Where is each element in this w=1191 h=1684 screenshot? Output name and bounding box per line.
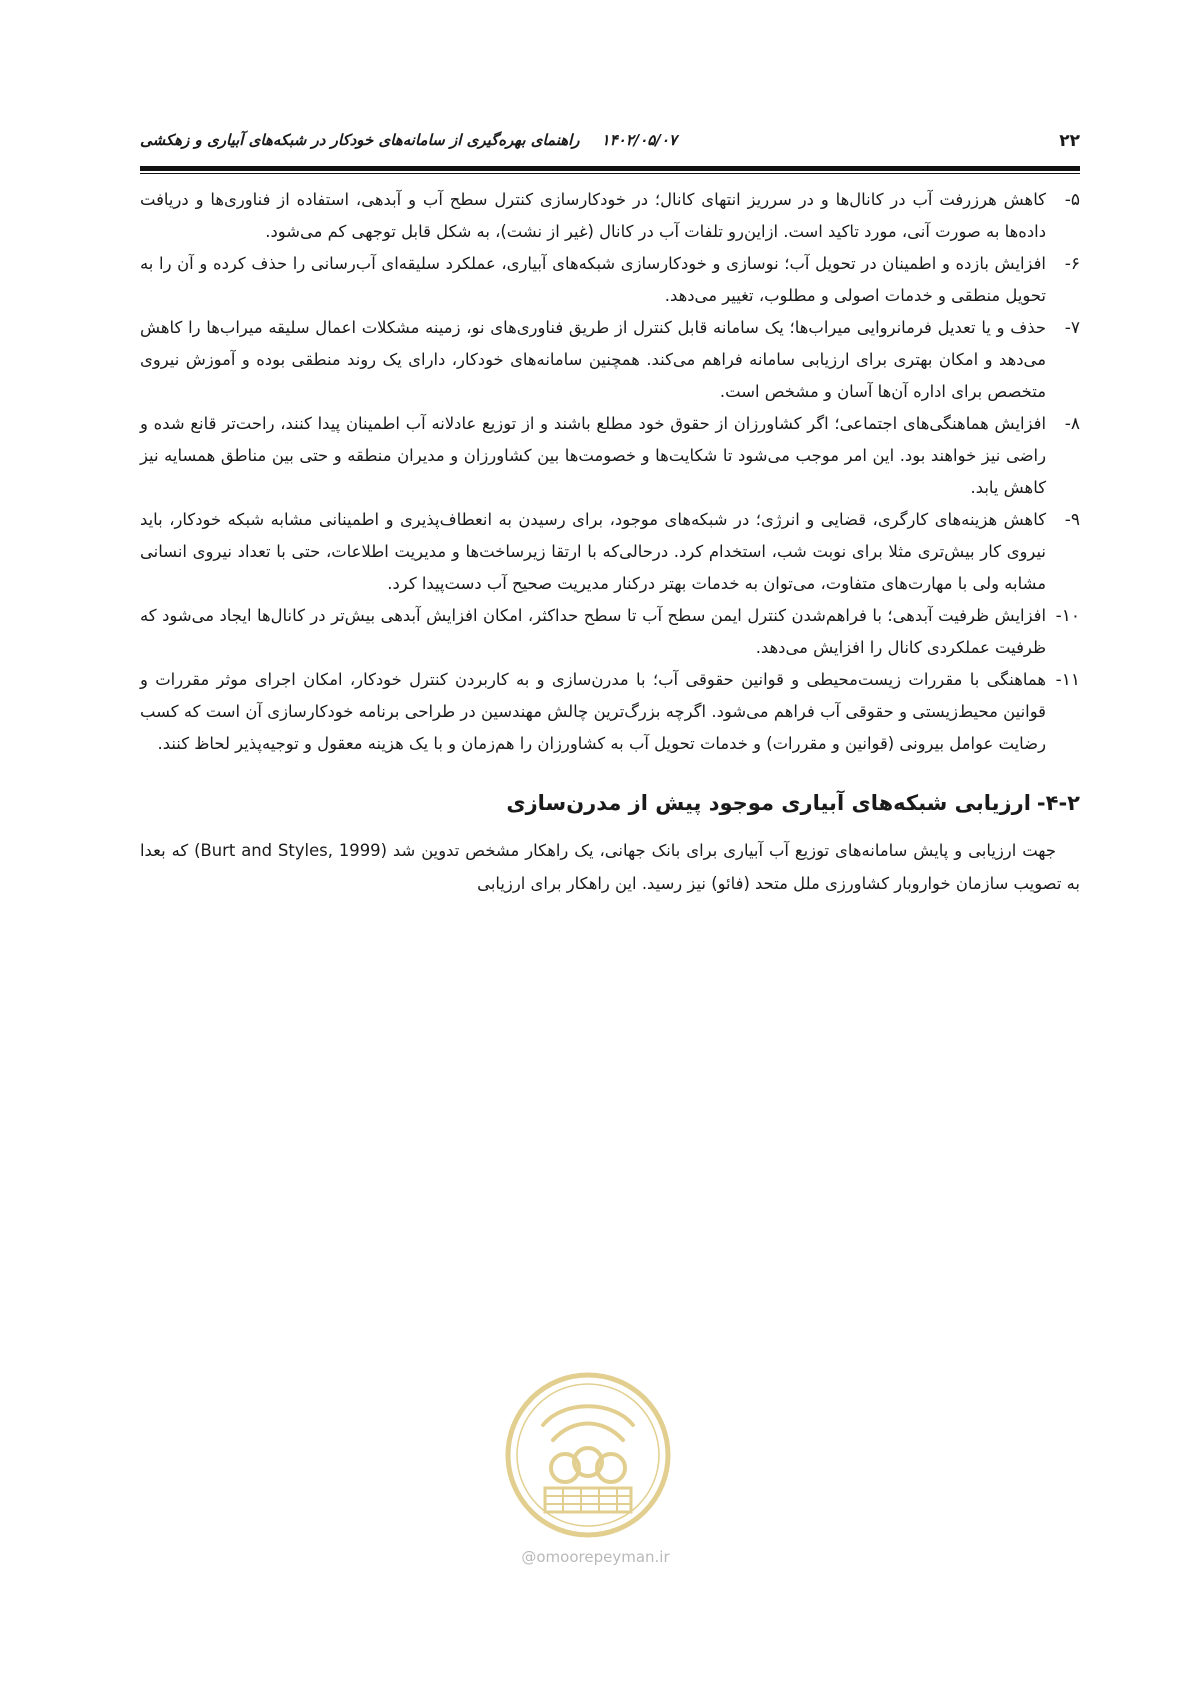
header-rule-thin [140, 173, 1080, 174]
list-item-text: حذف و یا تعدیل فرمانروایی میراب‌ها؛ یک سامانه قابل کنترل از طریق فناوری‌های نو، زمینه مشکلات اعمال سلیقه میراب‌ها را کاهش می‌دهد و امکان بهتری برای ارزیابی سامانه فراهم می‌کند. همچنین سامانه‌های خودکار، دارای یک روند منطقی بوده و آموزش نیروی متخصص برای اداره آن‌ها آسان و مشخص است. [140, 318, 1046, 401]
list-item-text: افزایش ظرفیت آبدهی؛ با فراهم‌شدن کنترل ایمن سطح آب تا سطح حداکثر، امکان افزایش آبدهی بیش‌تر در کانال‌ها ایجاد می‌شود که ظرفیت عملکردی کانال را افزایش می‌دهد. [140, 606, 1046, 657]
section-title: ارزیابی شبکه‌های آبیاری موجود پیش از مدرن‌سازی [506, 791, 1031, 815]
list-item-number: ۱۰- [1055, 606, 1080, 626]
watermark-logo [503, 1370, 673, 1540]
list-item-number: ۹- [1064, 510, 1080, 530]
list-item-text: کاهش هرزرفت آب در کانال‌ها و در سرریز انتهای کانال؛ در خودکارسازی کنترل سطح آب و آبدهی، استفاده از فناوری‌ها و دریافت داده‌ها به صورت آنی، مورد تاکید است. ازاین‌رو تلفات آب در کانال (غیر از نشت)، به شکل قابل توجهی کم می‌شود. [140, 190, 1046, 241]
list-item [140, 600, 1080, 664]
list-item-number: ۸- [1064, 414, 1080, 434]
list-item-number: ۶- [1064, 254, 1080, 274]
page-header [140, 125, 1080, 165]
watermark-url: @omoorepeyman.ir [521, 1548, 670, 1566]
list-item [140, 248, 1080, 312]
list-item-number: ۷- [1064, 318, 1080, 338]
section-heading [140, 786, 1080, 820]
list-item [140, 504, 1080, 600]
running-title [140, 131, 677, 149]
list-item [140, 664, 1080, 760]
header-rule-thick [140, 166, 1080, 171]
list-item-number: ۱۱- [1055, 670, 1080, 690]
list-item-text: افزایش هماهنگی‌های اجتماعی؛ اگر کشاورزان از حقوق خود مطلع باشند و از توزیع عادلانه آب اطمینان پیدا کنند، راحت‌تر قانع شده و راضی نیز خواهند بود. این امر موجب می‌شود تا شکایت‌ها و خصومت‌ها بین کشاورزان و مدیران منطقه و حتی بین مناطق همسایه نیز کاهش یابد. [140, 414, 1046, 497]
body-paragraph: جهت ارزیابی و پایش سامانه‌های توزیع آب آبیاری برای بانک جهانی، یک راهکار مشخص تدوین شد (Burt and Styles, 1999) که بعدا به تصویب سازمان خواروبار کشاورزی ملل متحد (فائو) نیز رسید. این راهکار برای ارزیابی [140, 841, 1080, 893]
list-item [140, 184, 1080, 248]
page-number: ۲۲ [1059, 131, 1080, 151]
list-item-text: کاهش هزینه‌های کارگری، قضایی و انرژی؛ در شبکه‌های موجود، برای رسیدن به انعطاف‌پذیری و اطمینانی مشابه شبکه خودکار، باید نیروی کار بیش‌تری مثلا برای نوبت شب، استخدام کرد. درحالی‌که با ارتقا زیرساخت‌ها و مدیریت اطلاعات، حتی با تعداد نیروی انسانی مشابه ولی با مهارت‌های متفاوت، می‌توان به خدمات بهتر درکنار مدیریت صحیح آب دست‌پیدا کرد. [140, 510, 1046, 593]
header-date: ۱۴۰۲/۰۵/۰۷ [601, 131, 677, 149]
list-item-text: هماهنگی با مقررات زیست‌محیطی و قوانین حقوقی آب؛ با مدرن‌سازی و به کاربردن کنترل خودکار، امکان اجرای موثر مقررات و قوانین محیط‌زیستی و حقوقی آب فراهم می‌شود. اگرچه بزرگ‌ترین چالش مهندسین در طراحی برنامه خودکارسازی آن است که کسب رضایت عوامل بیرونی (قوانین و مقررات) و خدمات تحویل آب به کشاورزان را هم‌زمان و با یک هزینه معقول و توجیه‌پذیر لحاظ کنند. [140, 670, 1046, 753]
list-item-text: افزایش بازده و اطمینان در تحویل آب؛ نوسازی و خودکارسازی شبکه‌های آبیاری، عملکرد سلیقه‌ای آب‌رسانی را حذف کرده و آن را به تحویل منطقی و خدمات اصولی و مطلوب، تغییر می‌دهد. [140, 254, 1046, 305]
list-item-number: ۵- [1064, 190, 1080, 210]
list-item [140, 408, 1080, 504]
list-item [140, 312, 1080, 408]
seal-icon [503, 1370, 673, 1540]
header-title: راهنمای بهره‌گیری از سامانه‌های خودکار در شبکه‌های آبیاری و زهکشی [140, 131, 580, 149]
section-number: ۴-۲- [1036, 791, 1080, 815]
page-content [140, 184, 1080, 900]
